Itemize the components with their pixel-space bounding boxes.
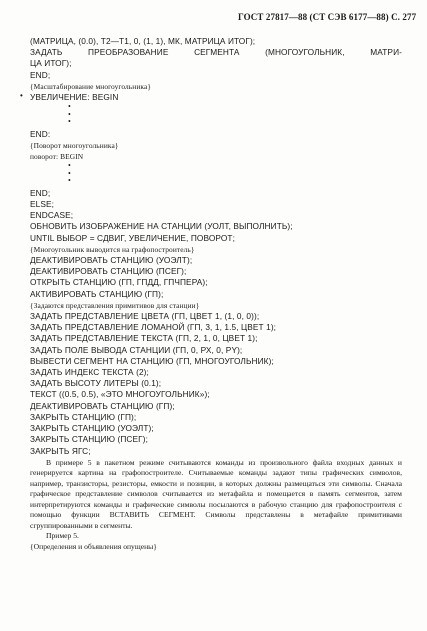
code-line: ЗАДАТЬ ПРЕДСТАВЛЕНИЕ ЛОМАНОЙ (ГП, 3, 1, 1.5, ЦВЕТ 1); [30,322,277,333]
code-comment: {Поворот многоугольника} [30,140,119,150]
code-listing [30,36,402,552]
ellipsis-dot-icon: • [68,109,71,119]
code-line: АКТИВИРОВАТЬ СТАНЦИЮ (ГП); [30,288,164,299]
page-header: ГОСТ 27817—88 (СТ СЭВ 6177—88) С. 277 [238,12,417,22]
code-line: ДЕАКТИВИРОВАТЬ СТАНЦИЮ (ПСЕГ); [30,266,187,277]
body-paragraph-block [30,458,402,553]
code-line: поворот: BEGIN [30,152,84,162]
code-line: ЗАКРЫТЬ СТАНЦИЮ (ГП); [30,411,137,422]
ellipsis-dot-icon: • [68,102,71,112]
code-line: ЗАКРЫТЬ СТАНЦИЮ (УОЭЛТ); [30,423,154,434]
code-comment: {Многоугольник выводится на графопостроитель} [30,244,195,254]
code-line: ЗАДАТЬ ПОЛЕ ВЫВОДА СТАНЦИИ (ГП, 0, РХ, 0, PY); [30,344,243,355]
ellipsis-dot-icon: • [68,168,71,178]
code-line: ОТКРЫТЬ СТАНЦИЮ (ГП, ГПДД, ГПЧПЕРА); [30,277,208,288]
code-line: ЦА ИТОГ); [30,58,72,69]
code-line: UNTIL ВЫБОР = СДВИГ, УВЕЛИЧЕНИЕ, ПОВОРОТ; [30,232,235,243]
ellipsis-dot-icon: • [68,176,71,186]
code-line: УВЕЛИЧЕНИЕ: BEGIN [30,92,119,103]
code-line: END; [30,69,51,80]
example-label: Пример 5. [46,531,79,541]
code-comment: {Задаются представления примитивов для станции} [30,300,200,310]
code-line: (МАТРИЦА, (0.0), Т2—Т1, 0, (1, 1), МК, МАТРИЦА ИТОГ); [30,36,256,46]
code-line: ЗАДАТЬ ПРЕДСТАВЛЕНИЕ ЦВЕТА (ГП, ЦВЕТ 1, (1, 0, 0)); [30,311,260,322]
code-comment: {Масштабирование многоугольника} [30,81,151,91]
code-line: ЗАКРЫТЬ ЯГС; [30,445,91,456]
ellipsis-dot-icon: • [68,117,71,127]
code-line: ЗАКРЫТЬ СТАНЦИЮ (ПСЕГ); [30,434,149,445]
code-line: ЗАДАТЬ ИНДЕКС ТЕКСТА (2); [30,367,149,378]
code-line: ОБНОВИТЬ ИЗОБРАЖЕНИЕ НА СТАНЦИИ (УОЛТ, ВЫПОЛНИТЬ); [30,221,293,232]
body-paragraph: В примере 5 в пакетном режиме считываются команды из произвольного файла входных данных и генерируется картина на графопостроителе. Считываемые команды задают типы графических символов, например, транзисторы, резисторы, емкости и позиции, в которых должны размещаться эти символы. Сначала графическое представление символов считывается из метафайла и помещается в память сегментов, затем интерпретируются команды и графические символы посылаются в рабочую станцию для графопостроителя с помощью функции ВСТАВИТЬ СЕГМЕНТ. Символы представлены в метафайле примитивами сгруппированными в сегменты. [30,457,402,530]
margin-bullet-icon: • [20,91,23,100]
code-line: ТЕКСТ ((0.5, 0.5), «ЭТО МНОГОУГОЛЬНИК»); [30,389,210,400]
code-line: ВЫВЕСТИ СЕГМЕНТ НА СТАНЦИЮ (ГП, МНОГОУГОЛЬНИК); [30,355,274,366]
code-line: ENDCASE; [30,210,74,221]
code-line: ДЕАКТИВИРОВАТЬ СТАНЦИЮ (УОЭЛТ); [30,255,193,266]
code-line: ЗАДАТЬ ПРЕОБРАЗОВАНИЕ СЕГМЕНТА (МНОГОУГОЛЬНИК, МАТРИ- [30,47,402,58]
code-line: ЗАДАТЬ ПРЕДСТАВЛЕНИЕ ТЕКСТА (ГП, 2, 1, 0, ЦВЕТ 1); [30,333,258,344]
code-comment: {Определения и объявления опущены} [30,541,157,551]
ellipsis-dot-icon: • [68,161,71,171]
code-line: END: [30,128,51,139]
code-line: ДЕАКТИВИРОВАТЬ СТАНЦИЮ (ГП); [30,400,175,411]
code-line: ELSE; [30,199,55,210]
code-line: ЗАДАТЬ ВЫСОТУ ЛИТЕРЫ (0.1); [30,378,162,389]
code-line: END; [30,187,51,198]
